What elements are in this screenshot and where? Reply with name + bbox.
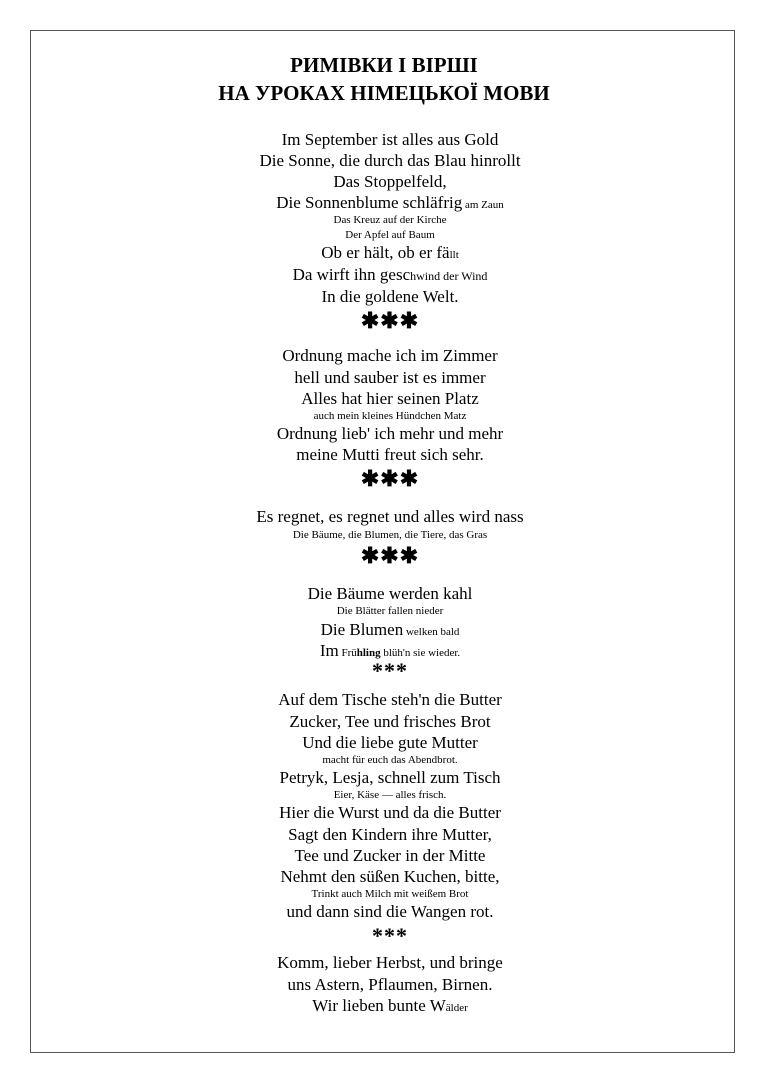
poem1-line: Im September ist alles aus Gold	[281, 130, 499, 149]
separator-stars: ✱✱✱	[360, 543, 420, 568]
separator-stars: ***	[372, 923, 408, 948]
poem5-line: Petryk, Lesja, schnell zum Tisch	[279, 768, 501, 787]
poem5-line: Hier die Wurst und da die Butter	[279, 803, 501, 822]
separator-stars: ✱✱✱	[360, 466, 420, 491]
poem1-line: Das Kreuz auf der Kirche	[333, 214, 447, 226]
poem5-line: Zucker, Tee und frisches Brot	[289, 712, 491, 731]
poem1-line	[0, 243, 768, 265]
poem1-line-part: llt	[449, 249, 459, 261]
poem4-line: Die Blätter fallen nieder	[336, 605, 444, 617]
poem5-line: Eier, Käse — alles frisch.	[333, 789, 447, 801]
poem1-line-part: Ob er hält, ob er fä	[321, 243, 450, 262]
poem4-line-part: blüh'n sie wieder.	[380, 647, 461, 659]
poem1-line: Das Stoppelfeld,	[333, 172, 447, 191]
poem2-line: auch mein kleines Hündchen Matz	[313, 410, 467, 422]
poem5-line: Tee und Zucker in der Mitte	[294, 846, 486, 865]
poem1-line-part: Die Sonnenblume schläfrig	[276, 193, 463, 212]
poem5-line: Sagt den Kindern ihre Mutter,	[288, 825, 492, 844]
poem2-line: hell und sauber ist es immer	[294, 368, 486, 387]
poem4-line: Die Bäume werden kahl	[307, 584, 473, 603]
poem6-line-part: älder	[445, 1002, 468, 1014]
poem5-line: Auf dem Tische steh'n die Butter	[278, 690, 502, 709]
title-line-1: РИМІВКИ І ВІРШІ	[290, 53, 478, 77]
poem6-line: Komm, lieber Herbst, und bringe	[277, 953, 503, 972]
poem1-line: Die Sonne, die durch das Blau hinrollt	[259, 151, 521, 170]
poem4-line-part: hling	[356, 647, 381, 659]
poem5-line: macht für euch das Abendbrot.	[322, 754, 458, 766]
poem1-line: In die goldene Welt.	[321, 287, 459, 306]
poem1-line-part: am Zaun	[462, 199, 504, 211]
poem6-line-part: Wir lieben bunte W	[312, 996, 446, 1015]
poem1-line: Der Apfel auf Baum	[345, 229, 435, 241]
poem2-line: Ordnung lieb' ich mehr und mehr	[276, 424, 504, 443]
separator-stars: ✱✱✱	[360, 308, 420, 333]
poem4-line-part: welken bald	[403, 626, 460, 638]
poem5-line: Und die liebe gute Mutter	[302, 733, 478, 752]
title-line-2: НА УРОКАХ НІМЕЦЬКОЇ МОВИ	[218, 81, 550, 105]
poem6-line: uns Astern, Pflaumen, Birnen.	[287, 975, 493, 994]
poem3-line: Es regnet, es regnet und alles wird nass	[256, 507, 524, 526]
poem2-line: Alles hat hier seinen Platz	[301, 389, 479, 408]
poem6-line	[0, 996, 768, 1018]
poem4-line-part: Frü	[338, 647, 357, 659]
poem1-line-part: Da wirft ihn gesc	[292, 265, 411, 284]
poem4-line-part: Die Blumen	[320, 620, 404, 639]
poem5-line: Trinkt auch Milch mit weißem Brot	[311, 888, 469, 900]
poem1-line-part: hwind der Wind	[410, 269, 488, 283]
separator-stars: ***	[372, 658, 408, 683]
poem5-line: Nehmt den süßen Kuchen, bitte,	[280, 867, 500, 886]
poem2-line: Ordnung mache ich im Zimmer	[282, 346, 498, 365]
poem4-line-part: Im	[319, 641, 339, 660]
poem2-line: meine Mutti freut sich sehr.	[296, 445, 484, 464]
poem4-line	[0, 620, 768, 642]
poem1-line	[0, 265, 768, 286]
poem5-line: und dann sind die Wangen rot.	[286, 902, 494, 921]
poem3-line: Die Bäume, die Blumen, die Tiere, das Gras	[292, 529, 488, 541]
